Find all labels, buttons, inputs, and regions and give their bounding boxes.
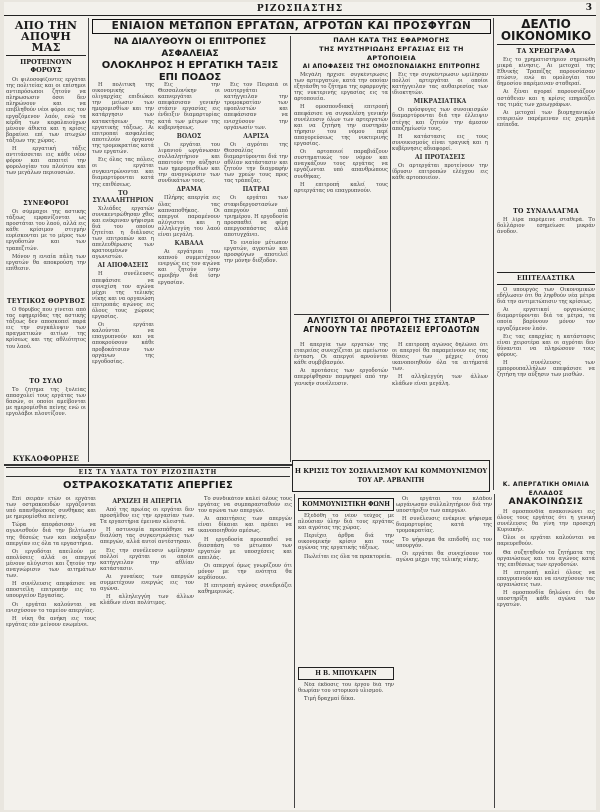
main-col1-subhead-2: ΑΙ ΑΠΟΦΑΣΕΙΣ (97, 262, 149, 270)
bottom-center-text-2: Νέα έκδοσις του έργου διά την θεωρίαν του ιστορικού υλισμού. Τιμή δραχμαί δέκα. (298, 682, 394, 703)
right-section-2: ΤΟ ΣΥΝΑΛΛΑΓΜΑ (513, 208, 579, 215)
book-notice-box (292, 460, 490, 492)
main-col3-subhead: ΛΑΡΙΣΑ (243, 132, 269, 140)
left-section-4: ΤΟ ΣΥΛΟ (29, 378, 63, 385)
left-article-2: Οι σύμμαχοι της αστικής τάξεως εμφανίζονται ως προστάται του λαού, αλλά εις κάθε κρίσιμον στιγμήν ευρίσκονται με το μέρος των εργοδοτών και των τραπεζιτών. Μόνον η ενιαία πάλη των εργατών θα αποκρούση την επίθεσιν. (6, 209, 86, 272)
bottom-center-box (298, 496, 394, 808)
main-story-headline (92, 36, 288, 80)
right-title-line1: ΔΕΛΤΙΟ (521, 18, 571, 31)
bottom-right-section (497, 480, 595, 808)
bottom-center-text: Εξεδόθη το νέον τεύχος με πλούσιαν ύλην διά τους εργάτας και αγρότας της χώρας. Περιέχει άρθρα διά την οικονομικήν κρίσιν και τους αγώνας της εργατικής τάξεως. Πωλείται εις όλα τα πρακτορεία. (298, 513, 394, 560)
bottom-left-heading-text: ΟΣΤΡΑΚΟΣΚΑΤΑΤΙΣ ΑΠΕΡΓΙΕΣ (62, 480, 234, 491)
center-column-2: Εις την συγκέντρωσιν ωμίλησαν πολλοί αρτεργάται οι οποίοι κατήγγειλαν τας αυθαιρεσίας των ιδιοκτητών. ΜΙΚΡΑΣΙΑΤΙΚΑ Οι πρόσφυγες των συνοικισμών διαμαρτύρονται διά την έλλειψιν στέγης και ζητούν την άμεσον αποζημίωσίν τους. Η κατάστασις εις τους συνοικισμούς είναι τραγική και η κυβέρνησις αδιαφορεί. ΑΙ ΠΡΟΤΑΣΕΙΣ Οι αρτεργάται προτείνουν την ίδρυσιν επιτροπών ελέγχου εις κάθε αρτοποιείον. (392, 72, 488, 182)
center-headline-line3: ΑΙ ΑΠΟΦΑΣΕΙΣ ΤΗΣ ΟΜΟΣΠΟΝΔΙΑΚΗΣ ΕΠΙΤΡΟΠΗΣ (302, 64, 481, 70)
masthead-title: ΡΙΖΟΣΠΑΣΤΗΣ (256, 4, 344, 14)
bottom-strip-text: ΕΙΣ ΤΑ ΥΔΑΤΑ ΤΟΥ ΡΙΖΟΣΠΑΣΤΗ (78, 469, 218, 476)
bottom-right-text: Η ομοσπονδία ανακοινώνει εις όλους τους εργάτας ότι η γενική συνέλευσις θα γίνη την προσεχή Κυριακήν. Όλοι οι εργάται καλούνται να παρευρεθούν. Θα συζητηθούν τα ζητήματα της οργανώσεως και του αγώνος κατά της επιθέσεως των εργοδοτών. Η επιτροπή καλεί όλους να επαγρυπνούν και να ενισχύσουν τας οργανώσεις των. Η ομοσπονδία δηλώνει ότι θα υποστηρίξη κάθε αγώνα των εργατών. (497, 509, 595, 609)
main-headline-line1: ΝΑ ΔΙΑΛΥΘΟΥΝ ΟΙ ΕΠΙΤΡΟΠΕΣ ΑΣΦΑΛΕΙΑΣ (113, 37, 267, 59)
bottom-left-heading (6, 480, 290, 494)
bottom-column-2: ΑΡΧΙΖΕΙ Η ΑΠΕΡΓΙΑ Από της πρωίας οι εργάται δεν προσήλθον εις την εργασίαν των. Τα εργαστήρια έμειναν κλειστά. Η αστυνομία προσπάθησε να διαλύση τας συγκεντρώσεις των απεργών, αλλά αυτοί αντέστησαν. Εις την συνέλευσιν ωμίλησαν πολλοί εργάται οι οποίοι κατήγγειλαν την αθλίαν κατάστασιν. Αι γυναίκες των απεργών συμμετέχουν ενεργώς εις τον αγώνα. Η αλληλεγγύη των άλλων κλάδων είναι πολύτιμος. (100, 498, 194, 607)
left-column (6, 20, 86, 462)
book-notice-line1: Η ΚΡΙΣΙΣ ΤΟΥ ΣΟΣΙΑΛΙΣΜΟΥ ΚΑΙ ΚΟΜΜΟΥΝΙΣΜΟΥ (294, 467, 488, 475)
center-col2-subhead-2: ΑΙ ΠΡΟΤΑΣΕΙΣ (415, 154, 465, 162)
masthead (4, 2, 596, 16)
bottom-column-4: Οι εργάται του κλάδου ωργάνωσαν συλλαλητήριον διά την υποστήριξιν των απεργών. Η συνέλευσις ενέκρινε ψήφισμα διαμαρτυρίας κατά της τρομοκρατίας. Το ψήφισμα θα επιδοθή εις τον υπουργόν. Οι εργάται θα συνεχίσουν τον αγώνα μέχρι της τελικής νίκης. (396, 496, 492, 563)
right-section-1: ΤΑ ΧΡΕΩΓΡΑΦΑ (516, 48, 576, 55)
main-col3-subhead-2: ΠΑΤΡΑΙ (242, 186, 270, 194)
main-col2-subhead-3: ΚΑΒΑΛΑ (174, 240, 204, 248)
main-col2-subhead-2: ΔΡΑΜΑ (176, 186, 202, 194)
right-article-2: Η λίρα παρέμεινε σταθερά. Το δολλάριον εσημείωσε μικράν άνοδον. (497, 217, 595, 236)
left-section-2: ΣΥΝΕΦΟΡΟΙ (23, 200, 69, 207)
standard-column-1: Η απεργία των εργατών της εταιρείας συνεχίζεται με αμείωτον ένταση. Οι απεργοί αρνούνται κάθε συμβιβασμόν. Αι προτάσεις των εργοδοτών απερρίφθησαν παμψηφεί από την γενικήν συνέλευσιν. (294, 342, 388, 387)
center-headline-line2: ΤΗΣ ΜΥΣΤΗΡΙΩΔΗΣ ΕΡΓΑΣΙΑΣ ΕΙΣ ΤΗ ΑΡΤΟΠΟΙΕΙΑ (319, 45, 464, 62)
main-column-1: Η πολιτική της οικονομικής ολιγαρχίας επιδιώκει την μείωσιν των ημερομισθίων και την κατάργησιν των κατακτήσεων της εργατικής τάξεως. Αι επιτροπαί ασφαλείας αποτελούν όργανον της τρομοκρατίας κατά των εργατών. Εις όλας τας πόλεις οι εργάται συγκεντρώνονται και διαμαρτύρονται κατά της επιθέσεως. ΤΟ ΣΥΛΛΑΛΗΤΗΡΙΟΝ Χιλιάδες εργατών συνεκεντρώθησαν χθες και ενέκριναν ψήφισμα διά του οποίου ζητείται η διάλυσις των επιτροπών και η απελευθέρωσις των κρατουμένων αγωνιστών. ΑΙ ΑΠΟΦΑΣΕΙΣ Η συνέλευσις απεφάσισε να συνεχίση τον αγώνα μέχρι της τελικής νίκης και να οργανώση επιτροπάς αγώνος εις όλους τους χώρους εργασίας. Οι εργάται καλούνται να επαγρυπνούν και να αποκρούσουν κάθε προβοκάτσιαν των οργάνων της εργοδοσίας. (92, 82, 154, 365)
main-headline-line2: ΟΛΟΚΛΗΡΟΣ Η ΕΡΓΑΤΙΚΗ ΤΑΞΙΣ ΕΠΙ ΠΟΔΟΣ (101, 60, 279, 80)
right-article-1: Εις το χρηματιστήριον σημειώθη μικρά κίνησις. Αι μετοχαί της Εθνικής Τραπέζης παρουσίασαν πτώσιν, ενώ αι ομολογίαι του δημοσίου παρέμειναν σταθεραί. Αι ξέναι αγοραί παρουσιάζουν αστάθειαν και η κρίσις επηρεάζει τας τιμάς των χρεωγράφων. Αι μετοχαί των βιομηχανικών εταιρειών παρέμειναν εις χαμηλά επίπεδα. (497, 57, 595, 128)
standard-column-2: Η επιτροπή αγώνος δηλώνει ότι οι απεργοί θα παραμείνουν εις τας θέσεις των μέχρις ότου ικανοποιηθούν όλα τα αιτήματά των. Η αλληλεγγύη των άλλων κλάδων είναι μεγάλη. (392, 342, 488, 387)
bottom-right-line1: Κ. ΑΠΕΡΓΑΤΙΚΗ ΟΜΙΛΙΑ ΕΛΛΑΔΟΣ (502, 481, 590, 497)
main-col2-subhead: ΒΟΛΟΣ (176, 132, 202, 140)
right-title-line2: ΟΙΚΟΝΟΜΙΚΟ (497, 30, 595, 45)
bottom-right-line2: ΑΝΑΚΟΙΝΩΣΙΣ (508, 497, 584, 507)
bottom-col2-subhead: ΑΡΧΙΖΕΙ Η ΑΠΕΡΓΙΑ (112, 498, 182, 505)
standard-headline-line1: ΑΛΥΓΙΣΤΟΙ ΟΙ ΑΠΕΡΓΟΙ ΤΗΣ ΣΤΑΝΤΑΡ (307, 316, 476, 325)
center-headline-line1: ΠΑΛΗ ΚΑΤΑ ΤΗΣ ΕΦΑΡΜΟΓΗΣ (333, 36, 450, 44)
bottom-center-subhead-2: Η Β. ΜΠΟΥΚΑΡΙΝ (298, 667, 394, 680)
newspaper-page (4, 2, 596, 810)
front-banner: ΕΝΙΑΙΟΝ ΜΕΤΩΠΟΝ ΕΡΓΑΤΩΝ, ΑΓΡΟΤΩΝ ΚΑΙ ΠΡΟΣΦΥΓΩΝ (92, 19, 491, 34)
center-column-1: Μεγάλη ήρχισε συγκέντρωσις των αρτεργατών, κατά την οποίαν εξητάσθη το ζήτημα της εφαρμογής της νυκτερινής εργασίας εις τα αρτοποιεία. Η ομοσπονδιακή επιτροπή απεφάσισε να συγκαλέση γενικήν συνέλευσιν όλων των αρτεργατών και να ζητήση την αυστηράν τήρησιν του νόμου περί απαγορεύσεως της νυκτερινής εργασίας. Οι αρτοποιοί παραβιάζουν συστηματικώς τον νόμον και αναγκάζουν τους εργάτας να εργάζωνται υπό απανθρώπους συνθήκας. Η επιτροπή καλεί τους αρτεργάτας να επαγρυπνούν. (294, 72, 388, 194)
left-heading-line1: ΑΠΟ ΤΗΝ (14, 20, 78, 32)
right-article-3: Ο υπουργός των Οικονομικών εδήλωσεν ότι θα ληφθούν νέα μέτρα διά την αντιμετώπισιν της κρίσεως. Αι εργατικαί οργανώσεις διαμαρτύρονται διά τα μέτρα, τα οποία βαρύνουν μόνον τον εργαζόμενον λαόν. Εις τας επαρχίας η κατάστασις είναι χειροτέρα και οι αγρόται δεν δύνανται να πληρώσουν τους φόρους. Η συνέλευσις των εμπορουπαλλήλων απεφάσισε να ζητήση την αύξησιν των μισθών. (497, 287, 595, 379)
right-column (497, 18, 595, 478)
bottom-center-subhead: ΚΟΜΜΟΥΝΙΣΤΙΚΗ ΦΩΝΗ (298, 498, 394, 511)
bottom-column-3: Το συνδικάτον καλεί όλους τους εργάτας να συμπαρασταθούν εις τον αγώνα των απεργών. Αι απαιτήσεις των απεργών είναι δίκαιαι και πρέπει να ικανοποιηθούν αμέσως. Η εργοδοσία προσπαθεί να διασπάση το μέτωπον των εργατών με υποσχέσεις και απειλάς. Οι απεργοί όμως γνωρίζουν ότι μόνον με την ενότητα θα κερδίσουν. Η επιτροπή αγώνος συνεδριάζει καθημερινώς. (198, 496, 292, 596)
main-column-3: Εις τον Πειραιά οι ναυτεργάται κατήγγειλαν την τρομοκρατίαν των εφοπλιστών και απεφάσισαν να ενισχύσουν την οργάνωσίν των. ΛΑΡΙΣΑ Οι αγρόται της Θεσσαλίας διαμαρτύρονται διά την αθλίαν κατάστασιν και ζητούν την διαγραφήν των χρεών τους προς τας τράπεζας. ΠΑΤΡΑΙ Οι εργάται των σταφιδεργοστασίων απεργούν από τριημέρου. Η εργοδοσία προσπαθεί να φέρη απεργοσπάστας αλλά αποτυγχάνει. Το ενιαίον μέτωπον εργατών, αγροτών και προσφύγων αποτελεί την μόνην διέξοδον. (224, 82, 288, 265)
left-section-3: ΤΕΥΤΙΚΟΣ ΘΟΡΥΒΟΣ (6, 298, 86, 305)
left-article-1: Οι φιλοσοφίζοντες εργάται της πολιτείας και οι επίσημοι αντιπρόσωποι ζητούν να πληρωσωσιν όσοι δεν πληρώνουν και να επιβληθούν νέοι φόροι εις τον εργαζόμενον λαόν, ενώ τα κέρδη των κεφαλαιούχων μένουν άθικτα και η κρίσις βαραίνει επί των πτωχών τάξεων της χώρας. Η εργατική τάξις αντιτάσσεται εις κάθε νέον φόρον και απαιτεί την φορολογίαν του πλούτου και των μεγάλων περιουσιών. (6, 77, 86, 177)
bottom-column-1: Επί σειράν ετών οι εργάται των οστρακοειδών εργάζονται υπό απανθρώπους συνθήκας και με ημερομίσθια πείνης. Τώρα απεφάσισαν να αγωνισθούν διά την βελτίωσιν της θέσεώς των και εκήρυξαν απεργίαν εις όλα τα εργαστήρια. Οι εργοδόται απειλούν με απολύσεις αλλά οι απεργοί μένουν αλύγιστοι και ζητούν την αναγνώρισιν των αιτημάτων των. Η συνέλευσις απεφάσισε να αποστείλη επιτροπήν εις το υπουργείον Εργασίας. Οι εργάται καλούνται να ενισχύσουν το ταμείον απεργίας. Η νίκη θα ανήκη εις τους εργάτας εάν μείνουν ενωμένοι. (6, 496, 96, 628)
standard-headline-line2: ΑΓΝΟΟΥΝ ΤΑΣ ΠΡΟΤΑΣΕΙΣ ΕΡΓΟΔΟΤΩΝ (303, 325, 480, 334)
left-article-4: Το ζήτημα της ξυλείας απασχολεί τους εργάτας των δασών, οι οποίοι αμείβονται με ημερομίσθια πείνης ενώ οι εργολάβοι πλουτίζουν. (6, 387, 86, 418)
book-notice-line2: ΤΟΥ ΑΡ. ΑΡΒΑΝΙΤΗ (357, 477, 425, 484)
left-section-5-line1: ΚΥΚΛΟΦΟΡΗΣΕ (12, 454, 80, 462)
standard-story-headline (294, 316, 489, 342)
bottom-strip (6, 467, 290, 477)
left-subheading: ΠΡΟΤΕΙΝΟΥΝ ΦΟΡΟΥΣ (20, 58, 72, 74)
page-number: 3 (585, 3, 592, 13)
center-story-headline (294, 36, 489, 76)
left-article-3: Ο θόρυβος που γίνεται από τας εφημερίδας της αστικής τάξεως δεν αποσκοπεί παρά εις την συγκάλυψιν των πραγματικών αιτίων της κρίσεως και της αθλιότητος του λαού. (6, 307, 86, 350)
right-section-3: ΕΠΙΤΕΛΑΣΤΙΚΑ (497, 272, 595, 285)
main-col1-subhead: ΤΟ ΣΥΛΛΑΛΗΤΗΡΙΟΝ (92, 189, 154, 204)
left-heading-line2: ΑΠΟΨΗ ΜΑΣ (6, 31, 86, 56)
center-col2-subhead: ΜΙΚΡΑΣΙΑΤΙΚΑ (413, 98, 467, 106)
main-column-2: Εις την Θεσσαλονίκην οι καπνεργάται απεφάσισαν γενικήν στάσιν εργασίας εις ένδειξιν διαμαρτυρίας κατά των μέτρων της κυβερνήσεως. ΒΟΛΟΣ Οι εργάται του λιμανιού ωργάνωσαν συλλαλητήριον και απαιτούν την αύξησιν των ημερομισθίων και την αναγνώρισιν των συνδικάτων τους. ΔΡΑΜΑ Πλήρης απεργία εις όλας τας καπναποθήκας. Οι απεργοί παραμένουν αλύγιστοι και η αλληλεγγύη του λαού είναι μεγάλη. ΚΑΒΑΛΑ Αι εργάτριαι του καπνού συμμετέχουν ενεργώς εις τον αγώνα και ζητούν ίσην αμοιβήν διά ίσην εργασίαν. (158, 82, 220, 286)
